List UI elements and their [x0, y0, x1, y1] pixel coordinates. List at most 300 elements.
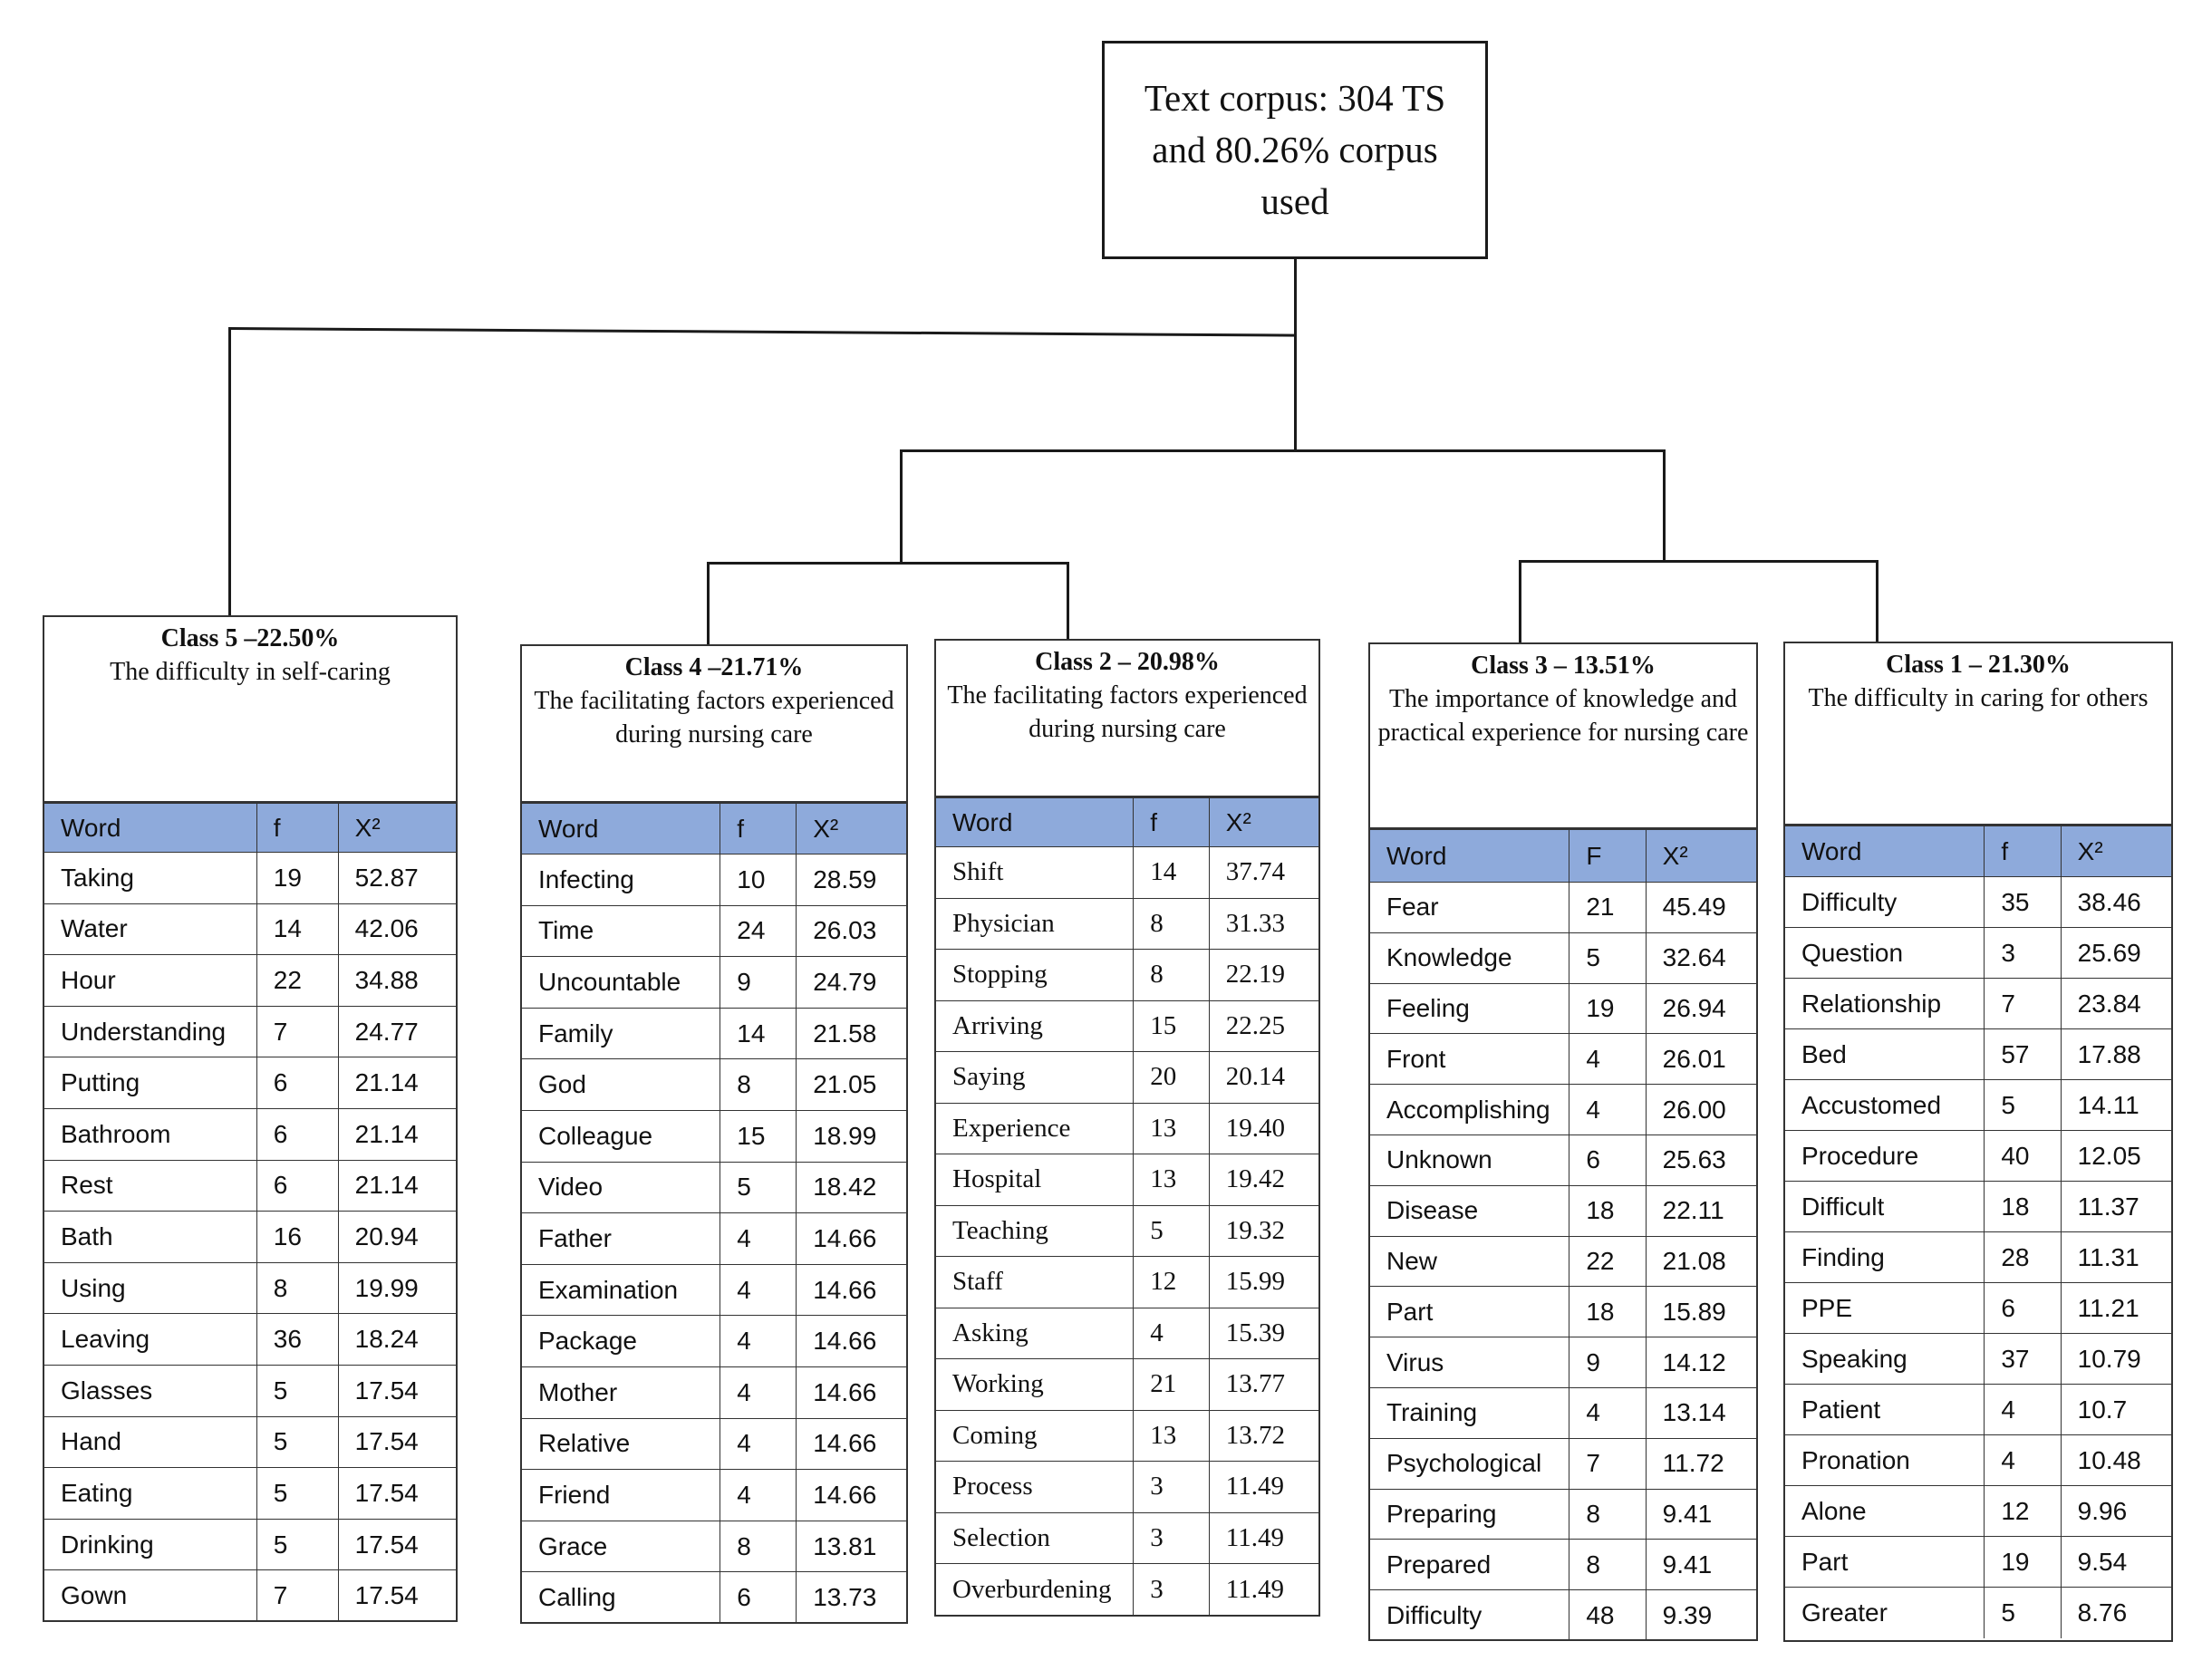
frequency-cell: 6	[720, 1572, 797, 1624]
chi-square-cell: 19.40	[1209, 1103, 1318, 1154]
frequency-cell: 8	[1569, 1540, 1646, 1590]
chi-square-cell: 10.48	[2061, 1435, 2171, 1486]
chi-square-cell: 11.49	[1209, 1564, 1318, 1616]
table-row	[1370, 932, 1756, 983]
class-1-subtitle: The difficulty in caring for others	[1808, 684, 2149, 712]
table-row	[1370, 1185, 1756, 1236]
frequency-cell: 19	[1569, 983, 1646, 1034]
word-cell: Part	[1785, 1537, 1985, 1588]
word-cell: Procedure	[1785, 1131, 1985, 1182]
table-row	[44, 1262, 456, 1314]
chi-square-cell: 18.99	[797, 1110, 906, 1162]
word-cell: Coming	[936, 1410, 1134, 1462]
frequency-cell: 13	[1134, 1154, 1210, 1206]
word-cell: Disease	[1370, 1185, 1569, 1236]
chi-square-cell: 25.63	[1646, 1134, 1756, 1185]
table-row	[44, 1519, 456, 1570]
word-cell: Relationship	[1785, 979, 1985, 1029]
chi-square-cell: 28.59	[797, 854, 906, 906]
word-cell: Stopping	[936, 950, 1134, 1001]
word-cell: Selection	[936, 1512, 1134, 1564]
frequency-cell: 19	[1985, 1537, 2061, 1588]
connector-mid-branch	[900, 449, 1666, 452]
chi-square-cell: 14.66	[797, 1316, 906, 1367]
table-row	[522, 957, 906, 1009]
chi-square-cell: 38.46	[2061, 877, 2171, 928]
frequency-cell: 14	[1134, 847, 1210, 899]
chi-square-cell: 18.42	[797, 1162, 906, 1213]
chi-square-cell: 23.84	[2061, 979, 2171, 1029]
table-row	[1370, 1590, 1756, 1641]
word-cell: Fear	[1370, 883, 1569, 933]
chi-square-cell: 20.94	[338, 1212, 456, 1263]
frequency-cell: 13	[1134, 1410, 1210, 1462]
table-row	[522, 1418, 906, 1470]
frequency-cell: 4	[720, 1316, 797, 1367]
class-2-word-table	[936, 797, 1318, 1615]
chi-square-cell: 31.33	[1209, 898, 1318, 950]
chi-square-cell: 34.88	[338, 955, 456, 1007]
table-row	[44, 1108, 456, 1160]
table-row	[1370, 1134, 1756, 1185]
chi-square-cell: 14.12	[1646, 1337, 1756, 1388]
class-1-word-table	[1785, 826, 2171, 1638]
frequency-column-header: f	[256, 804, 338, 853]
word-cell: Package	[522, 1316, 720, 1367]
chi-square-cell: 19.99	[338, 1262, 456, 1314]
chi-square-cell: 18.24	[338, 1314, 456, 1366]
connector-class3-drop	[1519, 560, 1521, 644]
frequency-cell: 35	[1985, 877, 2061, 928]
chi-square-cell: 9.54	[2061, 1537, 2171, 1588]
word-cell: Father	[522, 1213, 720, 1265]
frequency-cell: 5	[256, 1519, 338, 1570]
chi-square-cell: 37.74	[1209, 847, 1318, 899]
frequency-cell: 9	[1569, 1337, 1646, 1388]
word-cell: Alone	[1785, 1486, 1985, 1537]
word-cell: Calling	[522, 1572, 720, 1624]
word-cell: Hand	[44, 1416, 256, 1468]
word-cell: God	[522, 1059, 720, 1111]
frequency-cell: 6	[1985, 1283, 2061, 1334]
word-cell: Bath	[44, 1212, 256, 1263]
word-cell: Difficulty	[1785, 877, 1985, 928]
word-cell: Greater	[1785, 1588, 1985, 1638]
table-row	[1370, 1337, 1756, 1388]
word-cell: Grace	[522, 1521, 720, 1572]
table-row	[936, 1410, 1318, 1462]
frequency-cell: 18	[1569, 1185, 1646, 1236]
chi-square-cell: 26.00	[1646, 1085, 1756, 1135]
frequency-cell: 18	[1985, 1182, 2061, 1232]
connector-left-drop	[900, 449, 903, 563]
class-3-header	[1370, 644, 1756, 829]
table-row	[1785, 979, 2171, 1029]
table-row	[522, 1213, 906, 1265]
chi-square-cell: 21.05	[797, 1059, 906, 1111]
chi-square-column-header: X²	[1209, 798, 1318, 847]
table-row	[936, 1257, 1318, 1308]
frequency-cell: 18	[1569, 1287, 1646, 1337]
frequency-cell: 20	[1134, 1052, 1210, 1104]
table-row	[1785, 1131, 2171, 1182]
word-cell: Uncountable	[522, 957, 720, 1009]
chi-square-cell: 14.66	[797, 1470, 906, 1521]
word-cell: Mother	[522, 1366, 720, 1418]
frequency-cell: 9	[720, 957, 797, 1009]
table-row	[522, 1572, 906, 1624]
word-cell: Leaving	[44, 1314, 256, 1366]
table-row	[1785, 1182, 2171, 1232]
chi-square-cell: 13.81	[797, 1521, 906, 1572]
frequency-cell: 7	[1569, 1438, 1646, 1489]
chi-square-cell: 11.72	[1646, 1438, 1756, 1489]
table-row	[936, 950, 1318, 1001]
chi-square-cell: 21.08	[1646, 1236, 1756, 1287]
chi-square-cell: 17.88	[2061, 1029, 2171, 1080]
chi-square-cell: 9.41	[1646, 1540, 1756, 1590]
chi-square-cell: 17.54	[338, 1519, 456, 1570]
frequency-cell: 12	[1985, 1486, 2061, 1537]
word-cell: Training	[1370, 1387, 1569, 1438]
table-row	[44, 1365, 456, 1416]
table-row	[936, 898, 1318, 950]
frequency-cell: 4	[1985, 1385, 2061, 1435]
table-row	[44, 1314, 456, 1366]
frequency-cell: 5	[256, 1365, 338, 1416]
frequency-cell: 3	[1134, 1564, 1210, 1616]
class-4-subtitle: The facilitating factors experienced during nursing care	[534, 687, 894, 748]
class-4-word-table	[522, 803, 906, 1623]
table-row	[1785, 1537, 2171, 1588]
word-cell: Shift	[936, 847, 1134, 899]
word-cell: Overburdening	[936, 1564, 1134, 1616]
word-cell: Using	[44, 1262, 256, 1314]
table-row	[44, 1160, 456, 1212]
chi-square-cell: 42.06	[338, 903, 456, 955]
frequency-cell: 16	[256, 1212, 338, 1263]
table-row	[936, 1308, 1318, 1359]
table-row	[522, 1316, 906, 1367]
frequency-cell: 4	[720, 1366, 797, 1418]
table-row	[936, 1000, 1318, 1052]
frequency-cell: 8	[256, 1262, 338, 1314]
word-cell: PPE	[1785, 1283, 1985, 1334]
root-node-text: Text corpus: 304 TS and 80.26% corpus used	[1144, 77, 1446, 222]
table-row	[936, 1512, 1318, 1564]
table-row	[1370, 1236, 1756, 1287]
class-1-panel	[1783, 642, 2173, 1642]
chi-square-cell: 22.25	[1209, 1000, 1318, 1052]
frequency-cell: 8	[720, 1521, 797, 1572]
frequency-cell: 4	[720, 1264, 797, 1316]
word-cell: Physician	[936, 898, 1134, 950]
connector-root-down	[1294, 259, 1297, 451]
connector-class4-drop	[707, 562, 710, 647]
chi-square-cell: 21.14	[338, 1108, 456, 1160]
frequency-cell: 24	[720, 905, 797, 957]
frequency-cell: 5	[256, 1468, 338, 1520]
chi-square-column-header: X²	[338, 804, 456, 853]
frequency-cell: 3	[1134, 1512, 1210, 1564]
chi-square-cell: 13.73	[797, 1572, 906, 1624]
word-cell: Glasses	[44, 1365, 256, 1416]
frequency-cell: 5	[720, 1162, 797, 1213]
frequency-column-header: f	[720, 804, 797, 854]
chi-square-cell: 17.54	[338, 1416, 456, 1468]
table-row	[44, 1416, 456, 1468]
class-5-panel	[43, 615, 458, 1622]
table-row	[44, 955, 456, 1007]
frequency-cell: 5	[256, 1416, 338, 1468]
frequency-cell: 8	[1569, 1489, 1646, 1540]
chi-square-column-header: X²	[1646, 830, 1756, 883]
word-column-header: Word	[1370, 830, 1569, 883]
table-row	[1785, 1080, 2171, 1131]
word-cell: Bed	[1785, 1029, 1985, 1080]
chi-square-cell: 13.77	[1209, 1359, 1318, 1411]
table-row	[1370, 1287, 1756, 1337]
table-row	[1785, 1283, 2171, 1334]
class-3-panel	[1368, 642, 1758, 1641]
table-row	[1370, 1438, 1756, 1489]
chi-square-cell: 19.32	[1209, 1205, 1318, 1257]
root-node	[1102, 41, 1488, 259]
table-row	[1785, 877, 2171, 928]
word-cell: Finding	[1785, 1232, 1985, 1283]
word-cell: Taking	[44, 853, 256, 904]
frequency-cell: 15	[1134, 1000, 1210, 1052]
frequency-cell: 4	[1569, 1034, 1646, 1085]
chi-square-cell: 10.79	[2061, 1334, 2171, 1385]
word-cell: Saying	[936, 1052, 1134, 1104]
chi-square-cell: 26.94	[1646, 983, 1756, 1034]
frequency-cell: 22	[256, 955, 338, 1007]
frequency-cell: 37	[1985, 1334, 2061, 1385]
connector-left-sub-branch	[707, 562, 1069, 565]
class-2-title: Class 2 – 20.98%	[1035, 648, 1220, 676]
frequency-cell: 5	[1134, 1205, 1210, 1257]
frequency-cell: 5	[1985, 1588, 2061, 1638]
word-cell: Arriving	[936, 1000, 1134, 1052]
frequency-cell: 4	[1569, 1387, 1646, 1438]
class-1-header	[1785, 643, 2171, 826]
table-row	[936, 1154, 1318, 1206]
table-row	[936, 1205, 1318, 1257]
frequency-column-header: F	[1569, 830, 1646, 883]
word-cell: Bathroom	[44, 1108, 256, 1160]
word-cell: Preparing	[1370, 1489, 1569, 1540]
table-row	[936, 1052, 1318, 1104]
table-row	[522, 1008, 906, 1059]
connector-right-drop	[1663, 449, 1666, 563]
chi-square-cell: 15.99	[1209, 1257, 1318, 1308]
word-cell: Process	[936, 1462, 1134, 1513]
class-4-title: Class 4 –21.71%	[624, 653, 804, 681]
frequency-cell: 28	[1985, 1232, 2061, 1283]
table-row	[1370, 1085, 1756, 1135]
word-cell: Asking	[936, 1308, 1134, 1359]
frequency-cell: 10	[720, 854, 797, 906]
frequency-cell: 4	[1569, 1085, 1646, 1135]
frequency-cell: 19	[256, 853, 338, 904]
word-cell: Staff	[936, 1257, 1134, 1308]
table-row	[522, 1059, 906, 1111]
word-cell: Teaching	[936, 1205, 1134, 1257]
connector-class2-drop	[1067, 562, 1069, 642]
table-row	[1370, 1540, 1756, 1590]
frequency-cell: 21	[1134, 1359, 1210, 1411]
table-row	[44, 903, 456, 955]
word-cell: Video	[522, 1162, 720, 1213]
table-row	[44, 1057, 456, 1109]
frequency-cell: 3	[1985, 928, 2061, 979]
class-4-header	[522, 646, 906, 803]
word-cell: Difficulty	[1370, 1590, 1569, 1641]
chi-square-cell: 14.66	[797, 1213, 906, 1265]
word-cell: Difficult	[1785, 1182, 1985, 1232]
word-column-header: Word	[1785, 826, 1985, 877]
chi-square-cell: 21.58	[797, 1008, 906, 1059]
chi-square-cell: 17.54	[338, 1365, 456, 1416]
frequency-cell: 14	[256, 903, 338, 955]
chi-square-cell: 25.69	[2061, 928, 2171, 979]
class-5-subtitle: The difficulty in self-caring	[110, 658, 391, 686]
frequency-cell: 8	[720, 1059, 797, 1111]
class-2-header	[936, 641, 1318, 797]
word-cell: Knowledge	[1370, 932, 1569, 983]
word-cell: Experience	[936, 1103, 1134, 1154]
frequency-cell: 6	[256, 1108, 338, 1160]
word-cell: Examination	[522, 1264, 720, 1316]
chi-square-column-header: X²	[797, 804, 906, 854]
chi-square-cell: 26.01	[1646, 1034, 1756, 1085]
table-row	[1785, 1385, 2171, 1435]
table-row	[1785, 928, 2171, 979]
table-row	[522, 1470, 906, 1521]
table-row	[44, 1468, 456, 1520]
chi-square-cell: 8.76	[2061, 1588, 2171, 1638]
chi-square-cell: 10.7	[2061, 1385, 2171, 1435]
class-3-subtitle: The importance of knowledge and practical experience for nursing care	[1377, 685, 1749, 747]
chi-square-cell: 24.79	[797, 957, 906, 1009]
table-row	[936, 1462, 1318, 1513]
table-row	[1785, 1588, 2171, 1638]
chi-square-cell: 14.66	[797, 1264, 906, 1316]
chi-square-column-header: X²	[2061, 826, 2171, 877]
chi-square-cell: 11.31	[2061, 1232, 2171, 1283]
table-row	[522, 905, 906, 957]
frequency-cell: 57	[1985, 1029, 2061, 1080]
table-row	[1785, 1486, 2171, 1537]
word-cell: Virus	[1370, 1337, 1569, 1388]
table-row	[936, 847, 1318, 899]
frequency-cell: 12	[1134, 1257, 1210, 1308]
chi-square-cell: 14.66	[797, 1418, 906, 1470]
word-cell: Time	[522, 905, 720, 957]
table-row	[936, 1359, 1318, 1411]
word-cell: Family	[522, 1008, 720, 1059]
frequency-cell: 8	[1134, 898, 1210, 950]
chi-square-cell: 13.14	[1646, 1387, 1756, 1438]
word-cell: Water	[44, 903, 256, 955]
class-3-title: Class 3 – 13.51%	[1471, 652, 1656, 680]
frequency-cell: 7	[256, 1570, 338, 1622]
word-cell: Pronation	[1785, 1435, 1985, 1486]
word-cell: Question	[1785, 928, 1985, 979]
word-cell: New	[1370, 1236, 1569, 1287]
frequency-cell: 48	[1569, 1590, 1646, 1641]
word-cell: Relative	[522, 1418, 720, 1470]
frequency-cell: 36	[256, 1314, 338, 1366]
table-row	[522, 1264, 906, 1316]
connector-right-sub-branch	[1519, 560, 1878, 563]
frequency-cell: 4	[1985, 1435, 2061, 1486]
connector-top-branch	[228, 327, 1297, 337]
chi-square-cell: 14.11	[2061, 1080, 2171, 1131]
table-row	[1785, 1029, 2171, 1080]
frequency-cell: 4	[1134, 1308, 1210, 1359]
chi-square-cell: 21.14	[338, 1160, 456, 1212]
chi-square-cell: 22.11	[1646, 1185, 1756, 1236]
frequency-cell: 3	[1134, 1462, 1210, 1513]
chi-square-cell: 19.42	[1209, 1154, 1318, 1206]
frequency-cell: 4	[720, 1470, 797, 1521]
chi-square-cell: 11.37	[2061, 1182, 2171, 1232]
frequency-column-header: f	[1134, 798, 1210, 847]
table-row	[1370, 1489, 1756, 1540]
chi-square-cell: 17.54	[338, 1570, 456, 1622]
table-row	[1370, 983, 1756, 1034]
class-5-header	[44, 617, 456, 803]
word-cell: Feeling	[1370, 983, 1569, 1034]
table-row	[44, 1212, 456, 1263]
frequency-cell: 8	[1134, 950, 1210, 1001]
word-cell: Accomplishing	[1370, 1085, 1569, 1135]
table-row	[522, 1162, 906, 1213]
word-column-header: Word	[522, 804, 720, 854]
class-5-title: Class 5 –22.50%	[160, 624, 340, 652]
frequency-cell: 7	[256, 1006, 338, 1057]
class-5-word-table	[44, 803, 456, 1621]
chi-square-cell: 9.39	[1646, 1590, 1756, 1641]
word-cell: Speaking	[1785, 1334, 1985, 1385]
chi-square-cell: 9.96	[2061, 1486, 2171, 1537]
chi-square-cell: 11.49	[1209, 1462, 1318, 1513]
frequency-cell: 22	[1569, 1236, 1646, 1287]
frequency-column-header: f	[1985, 826, 2061, 877]
table-row	[44, 1006, 456, 1057]
table-row	[1785, 1334, 2171, 1385]
table-row	[44, 1570, 456, 1622]
chi-square-cell: 24.77	[338, 1006, 456, 1057]
connector-class5-drop	[228, 329, 231, 616]
frequency-cell: 6	[256, 1057, 338, 1109]
frequency-cell: 5	[1569, 932, 1646, 983]
chi-square-cell: 17.54	[338, 1468, 456, 1520]
chi-square-cell: 11.21	[2061, 1283, 2171, 1334]
frequency-cell: 4	[720, 1418, 797, 1470]
word-cell: Hour	[44, 955, 256, 1007]
word-cell: Understanding	[44, 1006, 256, 1057]
table-row	[936, 1564, 1318, 1616]
table-row	[1785, 1232, 2171, 1283]
class-3-word-table	[1370, 829, 1756, 1640]
word-cell: Friend	[522, 1470, 720, 1521]
chi-square-cell: 13.72	[1209, 1410, 1318, 1462]
chi-square-cell: 14.66	[797, 1366, 906, 1418]
frequency-cell: 7	[1985, 979, 2061, 1029]
